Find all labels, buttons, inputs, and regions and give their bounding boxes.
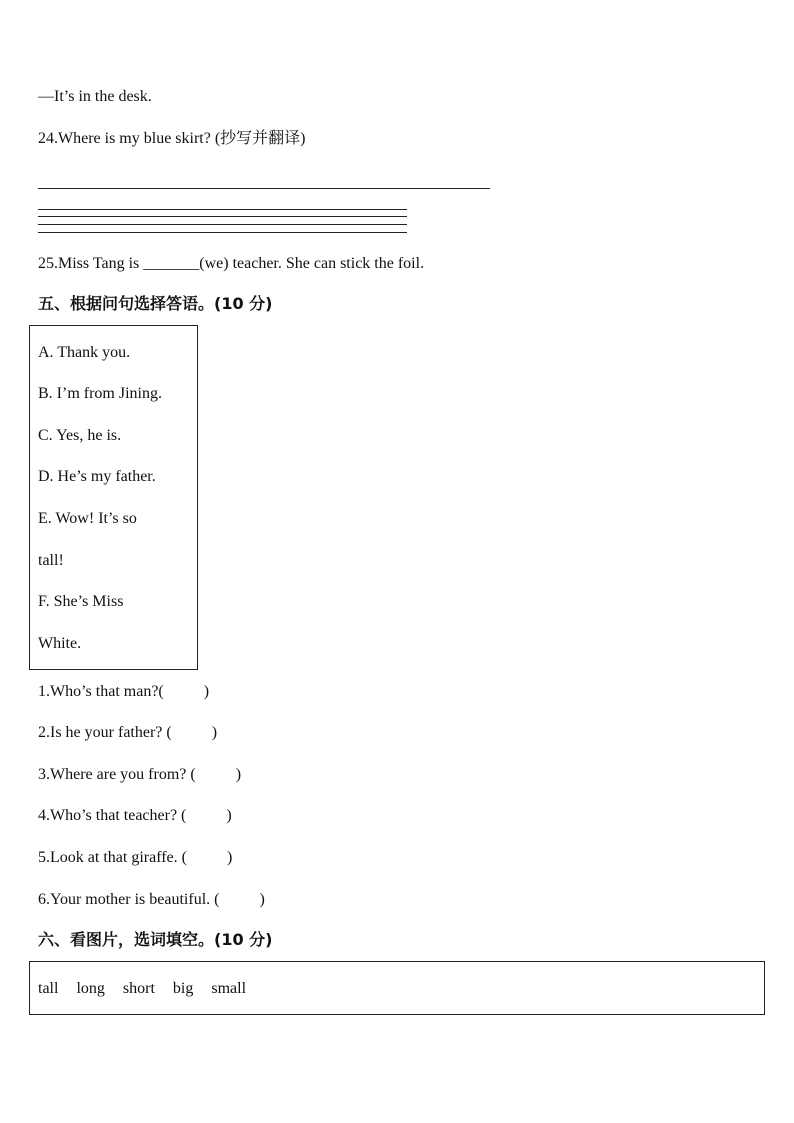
word-big: big <box>172 980 194 997</box>
option-e-continued: tall! <box>38 552 64 569</box>
writing-line-2 <box>38 216 407 217</box>
question-2 <box>38 723 217 743</box>
writing-line-1 <box>38 209 407 210</box>
option-e: E. Wow! It’s so <box>38 510 137 527</box>
answer-parentheses: ( ) <box>166 724 218 741</box>
question-1 <box>38 682 209 702</box>
question-24: 24.Where is my blue skirt? (抄写并翻译) <box>38 130 306 147</box>
question-text: 2.Is he your father? <box>38 724 167 741</box>
question-6 <box>38 890 265 910</box>
word-bank <box>38 979 260 999</box>
question-4 <box>38 806 232 826</box>
question-3 <box>38 765 241 785</box>
option-c: C. Yes, he is. <box>38 427 122 444</box>
answer-parentheses: ( ) <box>190 766 242 783</box>
question-25: 25.Miss Tang is _______(we) teacher. She can stick the foil. <box>38 255 425 272</box>
word-long: long <box>76 980 105 997</box>
answer-parentheses: ( ) <box>181 807 232 824</box>
answer-parentheses: ( ) <box>214 891 265 908</box>
question-text: 5.Look at that giraffe. <box>38 849 182 866</box>
word-short: short <box>122 980 155 997</box>
dialog-answer-line: —It’s in the desk. <box>38 88 152 105</box>
option-f-continued: White. <box>38 635 82 652</box>
option-d: D. He’s my father. <box>38 468 156 485</box>
writing-line-3 <box>38 224 407 225</box>
options-box <box>29 325 198 670</box>
section-5-title: 五、根据问句选择答语。(10 分) <box>38 294 273 313</box>
question-text: 4.Who’s that teacher? <box>38 807 182 824</box>
question-5 <box>38 848 232 868</box>
option-b: B. I’m from Jining. <box>38 385 162 402</box>
writing-line-long <box>38 188 490 189</box>
section-6-title: 六、看图片，选词填空。(10 分) <box>38 930 273 949</box>
question-text: 1.Who’s that man? <box>38 683 159 700</box>
option-a: A. Thank you. <box>38 344 131 361</box>
answer-parentheses: ( ) <box>181 849 233 866</box>
word-tall: tall <box>38 980 59 997</box>
question-text: 3.Where are you from? <box>38 766 191 783</box>
writing-line-4 <box>38 232 407 233</box>
word-small: small <box>211 980 247 997</box>
answer-parentheses: ( ) <box>158 683 210 700</box>
question-text: 6.Your mother is beautiful. <box>38 891 215 908</box>
option-f: F. She’s Miss <box>38 593 124 610</box>
